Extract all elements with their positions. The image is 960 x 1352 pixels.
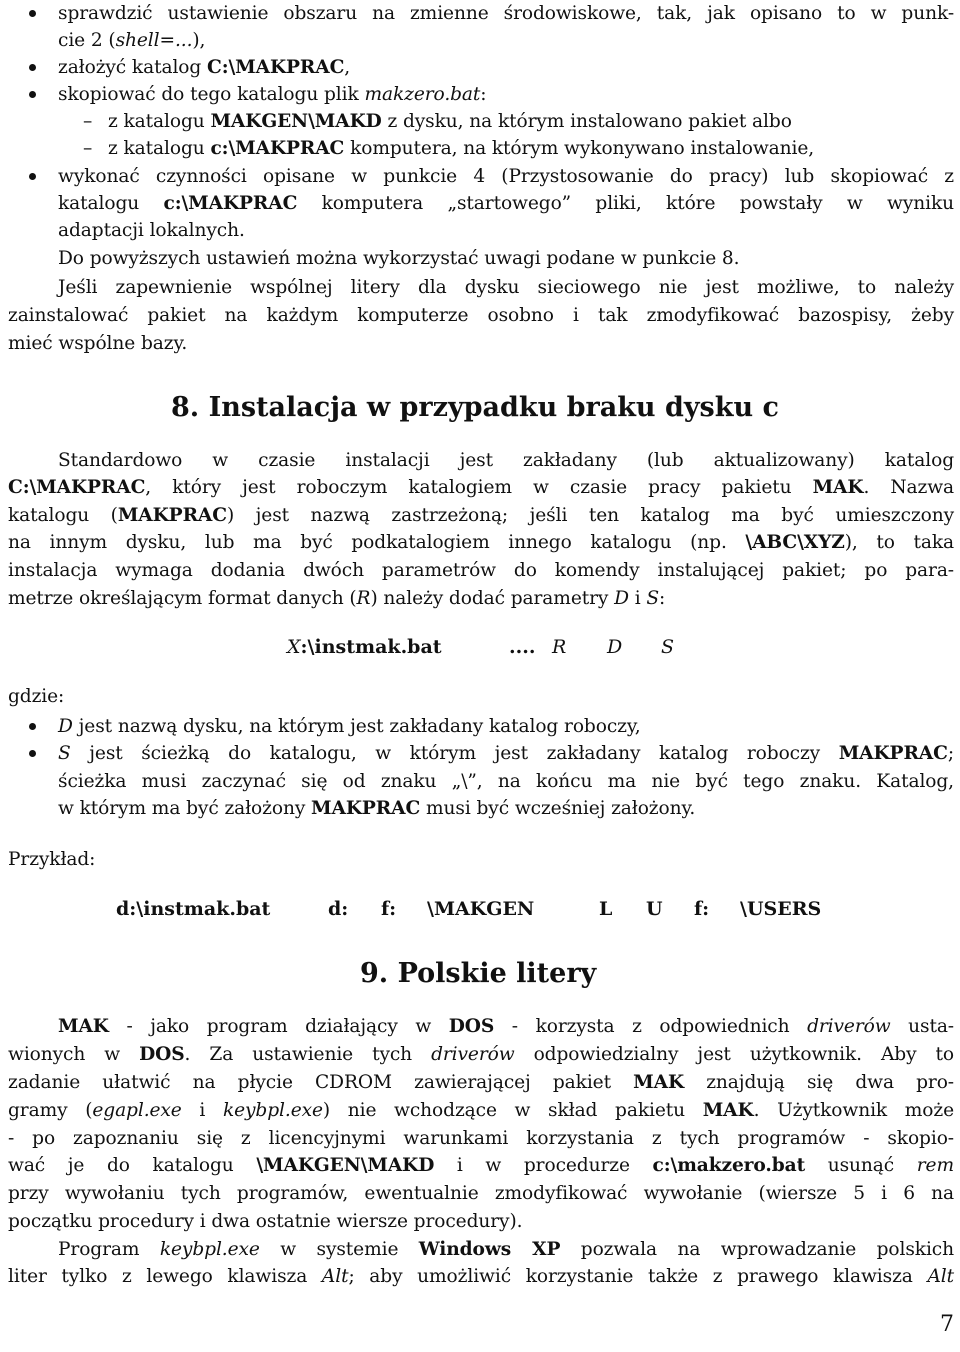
list-item: S jest ścieżką do katalogu, w którym jest zakładany katalog roboczy MAKPRAC; <box>58 740 954 767</box>
list-item: D jest nazwą dysku, na którym jest zakładany katalog roboczy, <box>58 713 954 740</box>
text-line: wać je do katalogu \MAKGEN\MAKD i w procedurze c:\makzero.bat usunąć rem <box>8 1155 954 1176</box>
section-heading: 8. Instalacja w przypadku braku dysku c <box>171 392 779 423</box>
text-line: gdzie: <box>8 686 65 707</box>
text-line: adaptacji lokalnych. <box>58 220 245 241</box>
section-heading: 9. Polskie litery <box>360 958 597 989</box>
text-line: cie 2 (shell=...), <box>58 30 206 51</box>
command-dots: .... <box>509 636 536 658</box>
text-line: mieć wspólne bazy. <box>8 333 188 354</box>
text-line: na innym dysku, lub ma być podkatalogiem innego katalogu (np. \ABC\XYZ), to taka <box>8 532 954 553</box>
text-line: w którym ma być założony MAKPRAC musi być wcześniej założony. <box>58 798 696 819</box>
example-token: \MAKGEN <box>427 898 535 920</box>
text-line: Jeśli zapewnienie wspólnej litery dla dysku sieciowego nie jest możliwe, to należy <box>58 277 954 298</box>
text-line: przy wywołaniu tych programów, ewentualnie zmodyfikować wywołanie (wiersze 5 i 6 na <box>8 1183 954 1204</box>
page-number: 7 <box>940 1312 954 1337</box>
text-line: instalacja wymaga dodania dwóch parametrów do komendy instalującej pakiet; po para- <box>8 560 954 581</box>
text-line: liter tylko z lewego klawisza Alt; aby umożliwić korzystanie także z prawego klawisza Alt <box>8 1266 954 1287</box>
sub-list-item: – z katalogu c:\MAKPRAC komputera, na którym wykonywano instalowanie, <box>108 135 954 162</box>
command-param-r: R <box>552 636 567 658</box>
sub-list-item: – z katalogu MAKGEN\MAKD z dysku, na którym instalowano pakiet albo <box>108 108 954 135</box>
text-line: katalogu (MAKPRAC) jest nazwą zastrzeżoną; jeśli ten katalog ma być umieszczony <box>8 505 955 526</box>
text-line: - po zapoznaniu się z licencyjnymi warunkami korzystania z tych programów - skopio- <box>8 1128 954 1149</box>
command-param-d: D <box>607 636 623 658</box>
text-line: Przykład: <box>8 849 96 870</box>
text-line: C:\MAKPRAC, który jest roboczym katalogiem w czasie pracy pakietu MAK. Nazwa <box>8 477 954 498</box>
text-line: zadanie ułatwić na płycie CDROM zawierającej pakiet MAK znajdują się dwa pro- <box>8 1072 954 1093</box>
text-line: metrze określającym format danych (R) należy dodać parametry D i S: <box>8 588 666 609</box>
list-item: skopiować do tego katalogu plik makzero.bat: <box>58 81 954 108</box>
text-line: Standardowo w czasie instalacji jest zakładany (lub aktualizowany) katalog <box>58 450 954 471</box>
text-line: początku procedury i dwa ostatnie wiersze procedury). <box>8 1211 523 1232</box>
text-line: gramy (egapl.exe i keybpl.exe) nie wchodzące w skład pakietu MAK. Użytkownik może <box>8 1100 954 1121</box>
text-line: wionych w DOS. Za ustawienie tych driverów odpowiedzialny jest użytkownik. Aby to <box>8 1044 954 1065</box>
list-item: sprawdzić ustawienie obszaru na zmienne środowiskowe, tak, jak opisano to w punk- <box>58 0 954 27</box>
command-syntax: X:\instmak.bat <box>287 636 442 658</box>
example-token: L <box>599 898 613 920</box>
text-line: ścieżka musi zaczynać się od znaku „\”, na końcu ma nie być tego znaku. Katalog, <box>58 771 954 792</box>
list-item: założyć katalog C:\MAKPRAC, <box>58 54 954 81</box>
text-line: Program keybpl.exe w systemie Windows XP pozwala na wprowadzanie polskich <box>58 1239 954 1260</box>
example-token: d:\instmak.bat <box>116 898 271 920</box>
example-token: f: <box>694 898 710 920</box>
list-item: wykonać czynności opisane w punkcie 4 (Przystosowanie do pracy) lub skopiować z <box>58 163 954 190</box>
command-param-s: S <box>661 636 675 658</box>
text-line: katalogu c:\MAKPRAC komputera „startowego” pliki, które powstały w wyniku <box>58 193 954 214</box>
example-token: d: <box>328 898 349 920</box>
example-token: U <box>646 898 663 920</box>
text-line: zainstalować pakiet na każdym komputerze osobno i tak zmodyfikować bazospisy, żeby <box>8 305 954 326</box>
text-line: MAK - jako program działający w DOS - korzysta z odpowiednich driverów usta- <box>58 1016 954 1037</box>
example-token: \USERS <box>740 898 822 920</box>
text-line: Do powyższych ustawień można wykorzystać uwagi podane w punkcie 8. <box>58 248 740 269</box>
example-token: f: <box>381 898 397 920</box>
